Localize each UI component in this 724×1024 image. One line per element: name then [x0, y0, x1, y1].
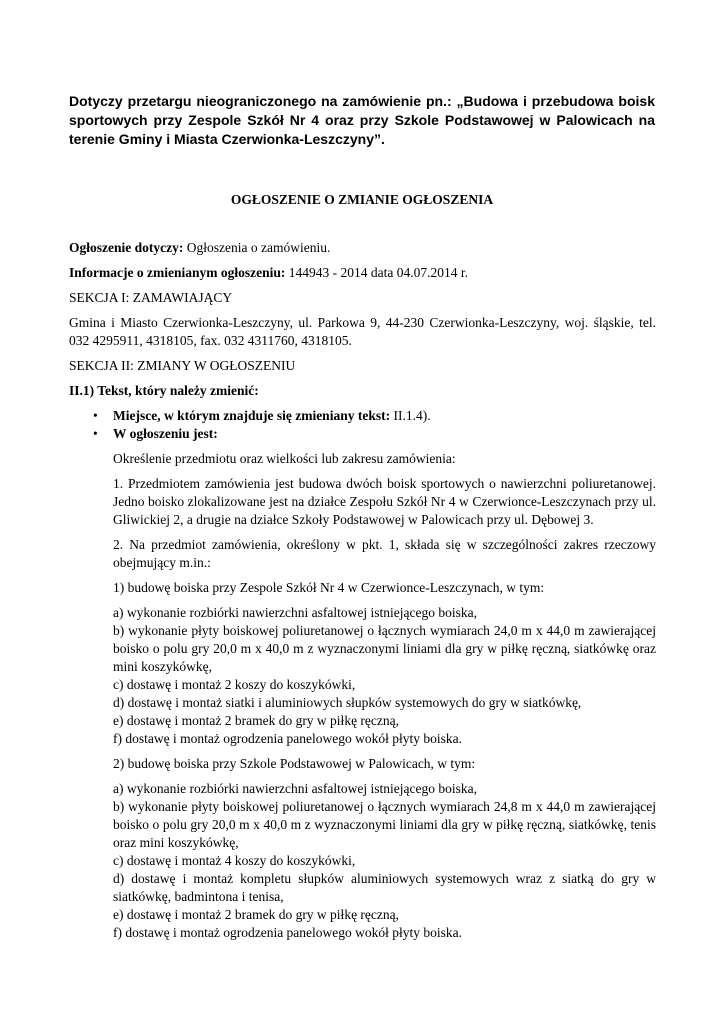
bullet-current-text — [113, 425, 656, 443]
notice-about-label: Ogłoszenie dotyczy: — [69, 240, 184, 255]
changed-notice-value: 144943 - 2014 data 04.07.2014 r. — [285, 265, 468, 280]
scope-paragraph-1: 1. Przedmiotem zamówienia jest budowa dwóch boisk sportowych o nawierzchni poliuretanowej. Jedno boisko zlokalizowane jest na działce Zespołu Szkół Nr 4 w Czerwionce-Leszczynach przy ul. Gliwickiej 2, a drugie na działce Szkoły Podstawowej w Palowicach przy ul. Dębowej 3. — [113, 476, 656, 527]
list-item: f) dostawę i montaż ogrodzenia panelowego wokół płyty boiska. — [113, 925, 463, 940]
subsection-1-title: 1) budowę boiska przy Zespole Szkół Nr 4 w Czerwionce-Leszczynach, w tym: — [113, 580, 545, 595]
bullet-location-value: II.1.4). — [390, 408, 431, 423]
document-body — [69, 239, 656, 942]
list-item: d) dostawę i montaż kompletu słupków aluminiowych systemowych wraz z siatką do gry w siatkówkę, badmintona i tenisa, — [113, 871, 656, 904]
list-item: d) dostawę i montaż siatki i aluminiowych słupków systemowych do gry w siatkówkę, — [113, 695, 582, 710]
changed-notice-label: Informacje o zmienianym ogłoszeniu: — [69, 265, 286, 280]
list-item: b) wykonanie płyty boiskowej poliuretanowej o łącznych wymiarach 24,8 m x 44,0 m zawierającej boisko o polu gry 20,0 m x 40,0 m z wyznaczonymi liniami dla gry w piłkę ręczną, siatkówkę, tenis oraz mini koszykówkę, — [113, 799, 656, 850]
bullet-current-label: W ogłoszeniu jest: — [113, 426, 218, 441]
list-item: a) wykonanie rozbiórki nawierzchni asfaltowej istniejącego boiska, — [113, 781, 477, 796]
section1-title: SEKCJA I: ZAMAWIAJĄCY — [69, 290, 233, 305]
list-item: c) dostawę i montaż 4 koszy do koszykówki, — [113, 853, 356, 868]
list-item: f) dostawę i montaż ogrodzenia panelowego wokół płyty boiska. — [113, 731, 463, 746]
bullet-location — [113, 407, 656, 425]
list-item: e) dostawę i montaż 2 bramek do gry w piłkę ręczną, — [113, 907, 400, 922]
tender-heading: Dotyczy przetargu nieograniczonego na zamówienie pn.: „Budowa i przebudowa boisk sportowych przy Zespole Szkół Nr 4 oraz przy Szkole Podstawowej w Palowicach na terenie Gminy i Miasta Czerwionka-Leszczyny”. — [69, 93, 655, 147]
subsection-2-list — [113, 780, 656, 942]
notice-about-value: Ogłoszenia o zamówieniu. — [183, 240, 331, 255]
bullet-location-label: Miejsce, w którym znajduje się zmieniany tekst: — [113, 408, 391, 423]
changed-notice — [69, 264, 656, 282]
list-item: e) dostawę i montaż 2 bramek do gry w piłkę ręczną, — [113, 713, 400, 728]
change-bullets — [69, 407, 656, 443]
section1-text: Gmina i Miasto Czerwionka-Leszczyny, ul. Parkowa 9, 44-230 Czerwionka-Leszczyny, woj. śląskie, tel. 032 4295911, 4318105, fax. 032 4311760, 4318105. — [69, 315, 656, 348]
subsection-2-title: 2) budowę boiska przy Szkole Podstawowej w Palowicach, w tym: — [113, 756, 476, 771]
list-item: a) wykonanie rozbiórki nawierzchni asfaltowej istniejącego boiska, — [113, 605, 477, 620]
scope-paragraph-2: 2. Na przedmiot zamówienia, określony w pkt. 1, składa się w szczególności zakres rzeczowy obejmujący m.in.: — [113, 537, 656, 570]
notice-about — [69, 239, 656, 257]
list-item: c) dostawę i montaż 2 koszy do koszykówki, — [113, 677, 356, 692]
section2-subtitle: II.1) Tekst, który należy zmienić: — [69, 383, 259, 398]
subsection-1-list — [113, 604, 656, 748]
notice-title: OGŁOSZENIE O ZMIANIE OGŁOSZENIA — [230, 192, 494, 207]
section2-title: SEKCJA II: ZMIANY W OGŁOSZENIU — [69, 358, 296, 373]
scope-intro: Określenie przedmiotu oraz wielkości lub zakresu zamówienia: — [113, 451, 456, 466]
list-item: b) wykonanie płyty boiskowej poliuretanowej o łącznych wymiarach 24,0 m x 44,0 m zawierającej boisko o polu gry 20,0 m x 40,0 m z wyznaczonymi liniami dla gry w piłkę ręczną, siatkówkę oraz mini koszykówkę, — [113, 623, 656, 674]
